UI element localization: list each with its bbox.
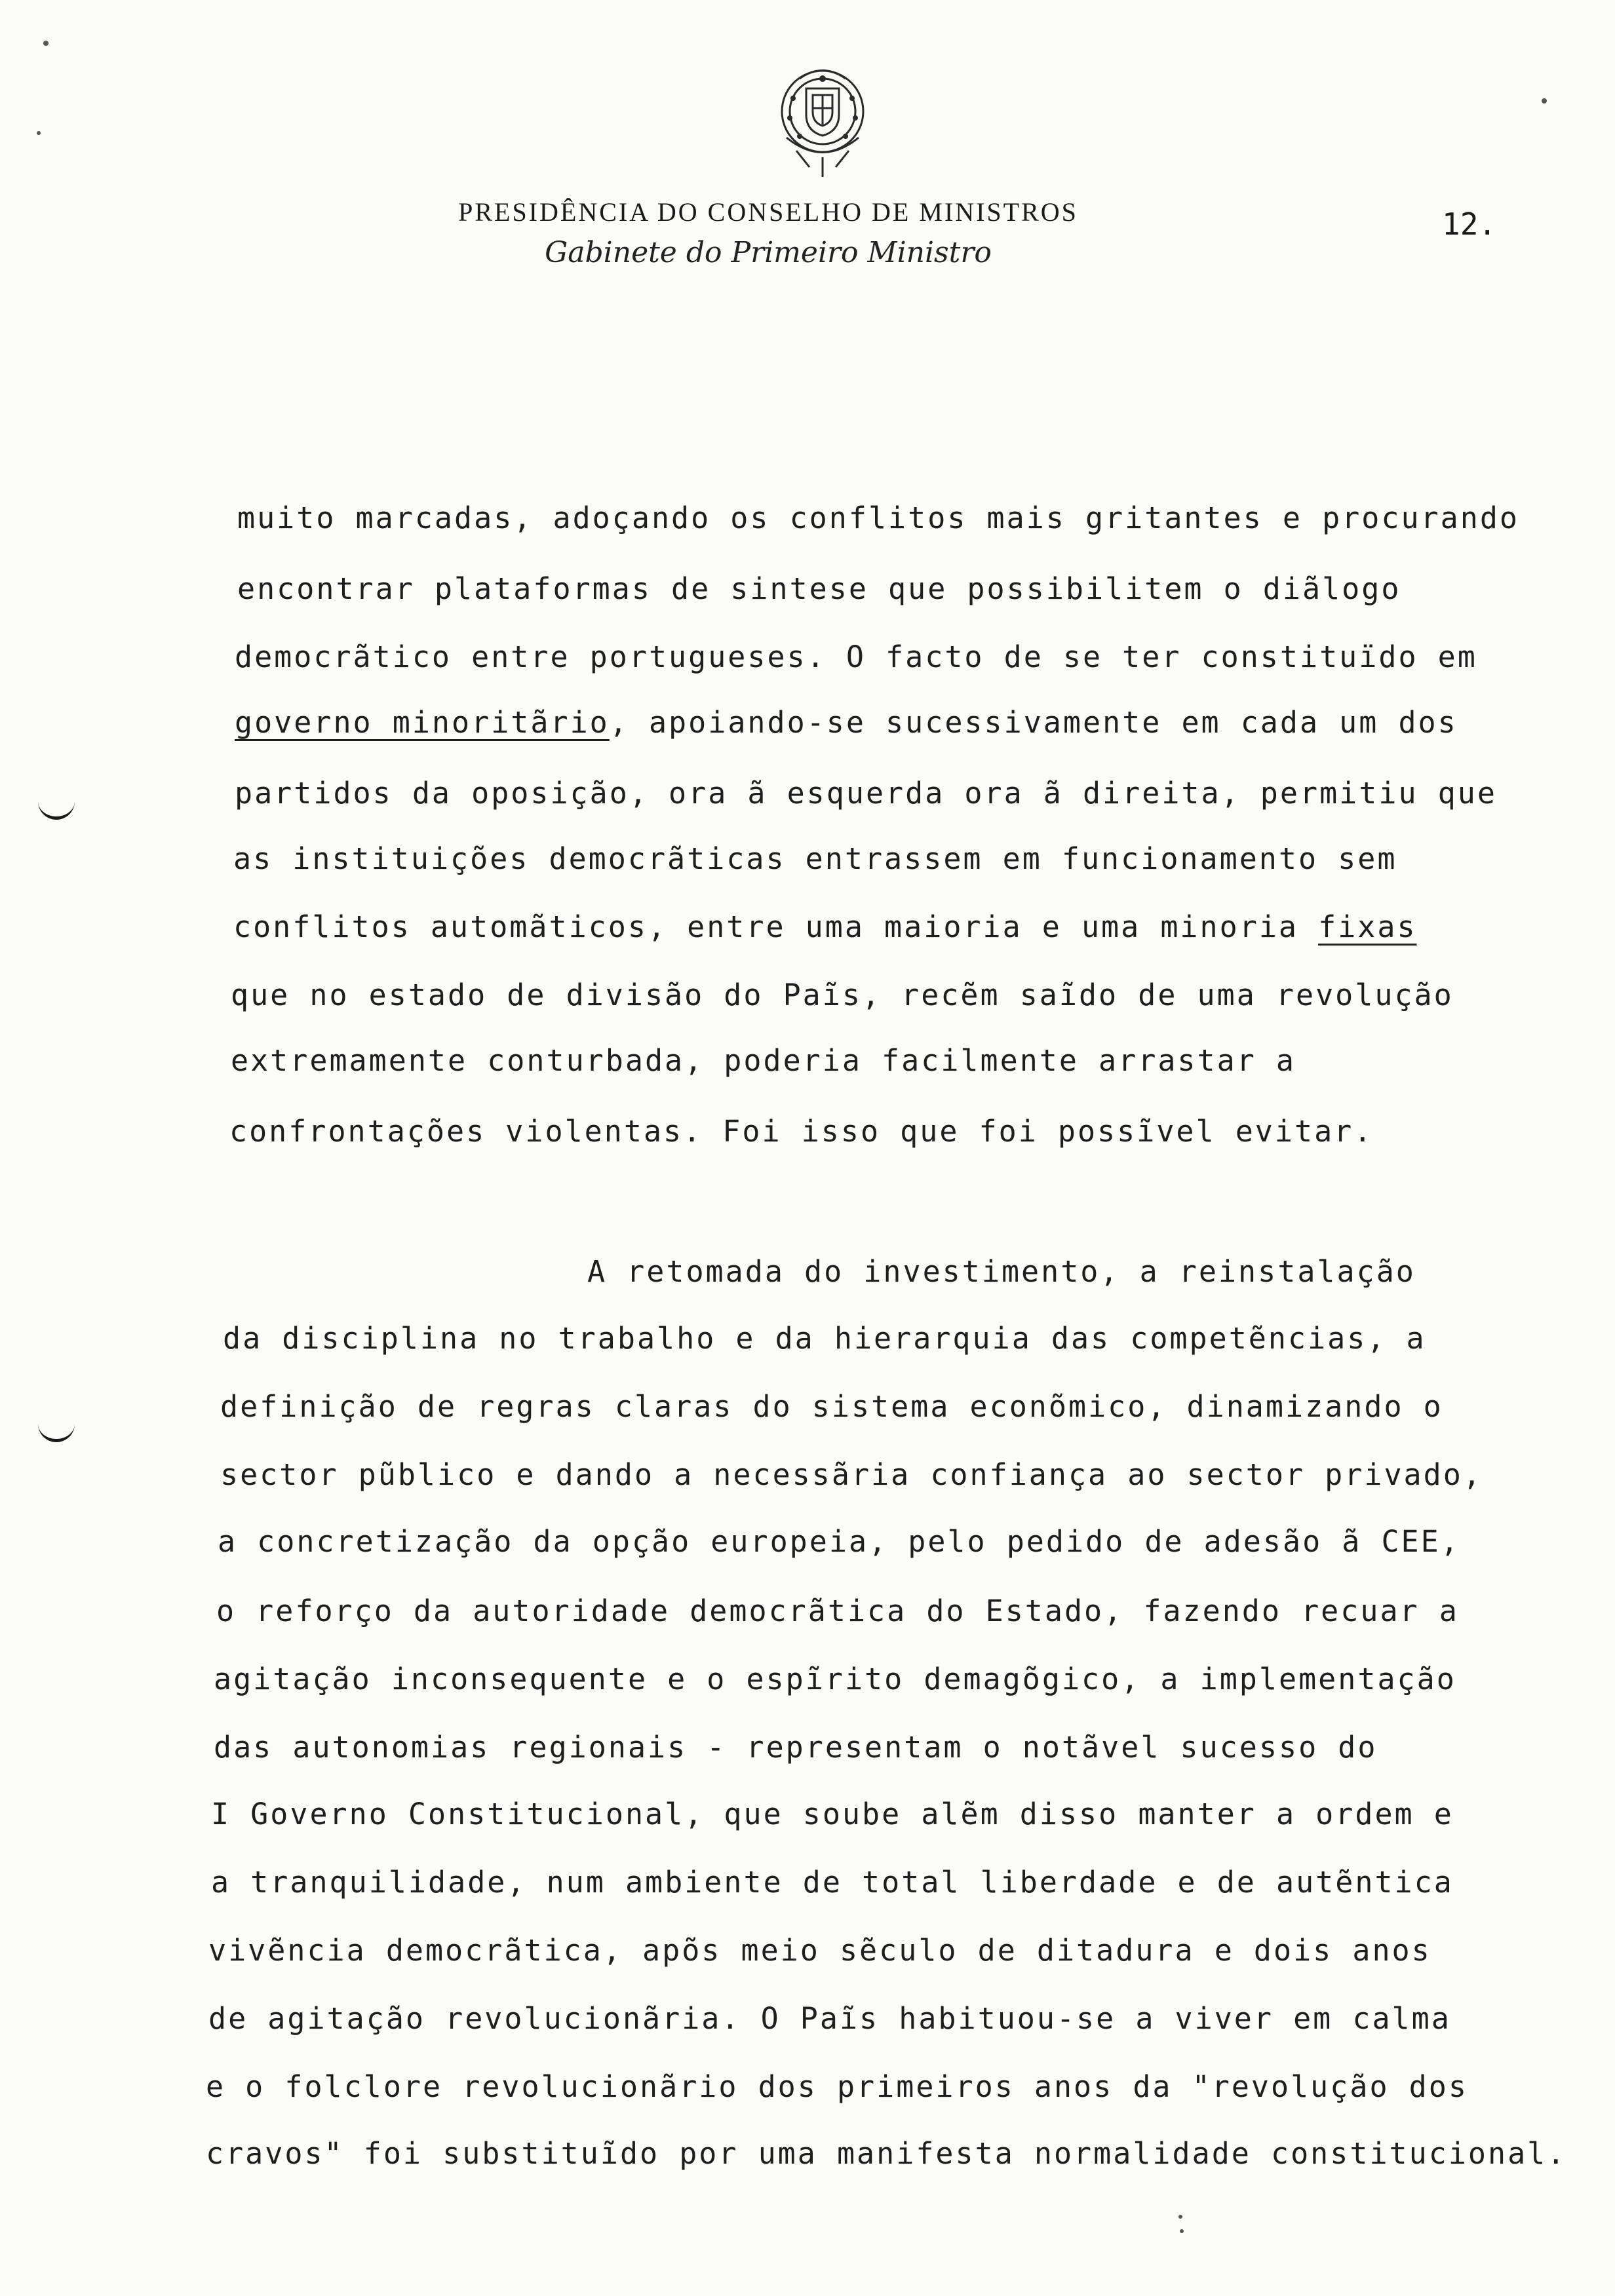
underlined-text: fixas bbox=[1318, 909, 1417, 944]
text-line bbox=[218, 1524, 1460, 1559]
text-line bbox=[235, 705, 1458, 740]
text-segment: as instituições democrãticas entrassem em funcionamento sem bbox=[233, 841, 1397, 876]
text-segment: vivẽncia democrãtica, apõs meio sẽculo de ditadura e dois anos bbox=[208, 1933, 1431, 1968]
text-line bbox=[231, 1043, 1296, 1078]
text-line bbox=[229, 1114, 1374, 1149]
text-line bbox=[235, 642, 1477, 672]
text-segment: o reforço da autoridade democrãtica do Estado, fazendo recuar a bbox=[216, 1594, 1459, 1628]
text-line bbox=[214, 1730, 1378, 1765]
text-line bbox=[233, 909, 1417, 944]
text-segment: da disciplina no trabalho e da hierarquia das competẽncias, a bbox=[223, 1321, 1426, 1356]
text-line bbox=[216, 1596, 1459, 1626]
text-line bbox=[237, 571, 1401, 606]
text-line bbox=[587, 1254, 1416, 1289]
text-line bbox=[235, 776, 1497, 811]
text-segment: , apoiando-se sucessivamente em cada um dos bbox=[609, 705, 1458, 740]
text-segment: I Governo Constitucional, que soube alẽm disso manter a ordem e bbox=[211, 1797, 1454, 1831]
text-segment: A retomada do investimento, a reinstalação bbox=[587, 1254, 1416, 1289]
text-line bbox=[220, 1389, 1443, 1424]
text-segment: cravos" foi substituĩdo por uma manifesta normalidade constitucional. bbox=[206, 2136, 1567, 2171]
text-line bbox=[208, 1933, 1431, 1968]
scan-speck bbox=[37, 131, 41, 135]
underlined-text: governo minoritãrio bbox=[235, 705, 610, 740]
text-line bbox=[211, 1865, 1454, 1900]
text-segment: definição de regras claras do sistema econõmico, dinamizando o bbox=[220, 1389, 1443, 1424]
text-line bbox=[211, 1799, 1454, 1829]
text-line bbox=[208, 2001, 1451, 2036]
text-segment: de agitação revolucionãria. O Paĩs habituou-se a viver em calma bbox=[208, 2001, 1451, 2036]
scan-speck bbox=[1180, 2229, 1184, 2233]
text-segment: e o folclore revolucionãrio dos primeiros anos da "revolução dos bbox=[206, 2069, 1468, 2104]
scan-speck bbox=[1542, 98, 1547, 104]
text-segment: muito marcadas, adoçando os conflitos mais gritantes e procurando bbox=[237, 501, 1519, 535]
text-segment: conflitos automãticos, entre uma maioria e uma minoria bbox=[233, 909, 1319, 944]
text-line bbox=[223, 1321, 1426, 1356]
text-segment: sector pũblico e dando a necessãria confiança ao sector privado, bbox=[220, 1457, 1483, 1492]
page-number: 12. bbox=[1442, 206, 1497, 242]
text-segment: que no estado de divisão do Paĩs, recẽm saĩdo de uma revolução bbox=[231, 978, 1454, 1012]
text-segment: partidos da oposição, ora ã esquerda ora ã direita, permitiu que bbox=[235, 776, 1497, 811]
text-segment: a tranquilidade, num ambiente de total liberdade e de autẽntica bbox=[211, 1865, 1454, 1900]
text-line bbox=[206, 2136, 1567, 2171]
scan-speck bbox=[43, 41, 49, 46]
text-segment: agitação inconsequente e o espĩrito demagõgico, a implementação bbox=[214, 1662, 1456, 1696]
text-segment: confrontações violentas. Foi isso que foi possĩvel evitar. bbox=[229, 1114, 1374, 1149]
scan-speck bbox=[1178, 2215, 1182, 2219]
text-line bbox=[231, 980, 1454, 1010]
text-segment: encontrar plataformas de sintese que possibilitem o diãlogo bbox=[237, 571, 1401, 606]
text-line bbox=[233, 841, 1397, 876]
text-line bbox=[214, 1664, 1456, 1694]
text-segment: democrãtico entre portugueses. O facto de se ter constituïdo em bbox=[235, 640, 1477, 674]
text-segment: das autonomias regionais - representam o notãvel sucesso do bbox=[214, 1730, 1378, 1765]
text-segment: extremamente conturbada, poderia facilmente arrastar a bbox=[231, 1043, 1296, 1078]
header-office: Gabinete do Primeiro Ministro bbox=[545, 236, 992, 269]
text-line bbox=[220, 1457, 1483, 1492]
text-line bbox=[206, 2069, 1468, 2104]
text-segment: a concretização da opção europeia, pelo pedido de adesão ã CEE, bbox=[218, 1524, 1460, 1559]
text-line bbox=[237, 503, 1519, 533]
header-organization: PRESIDÊNCIA DO CONSELHO DE MINISTROS bbox=[458, 197, 1078, 227]
